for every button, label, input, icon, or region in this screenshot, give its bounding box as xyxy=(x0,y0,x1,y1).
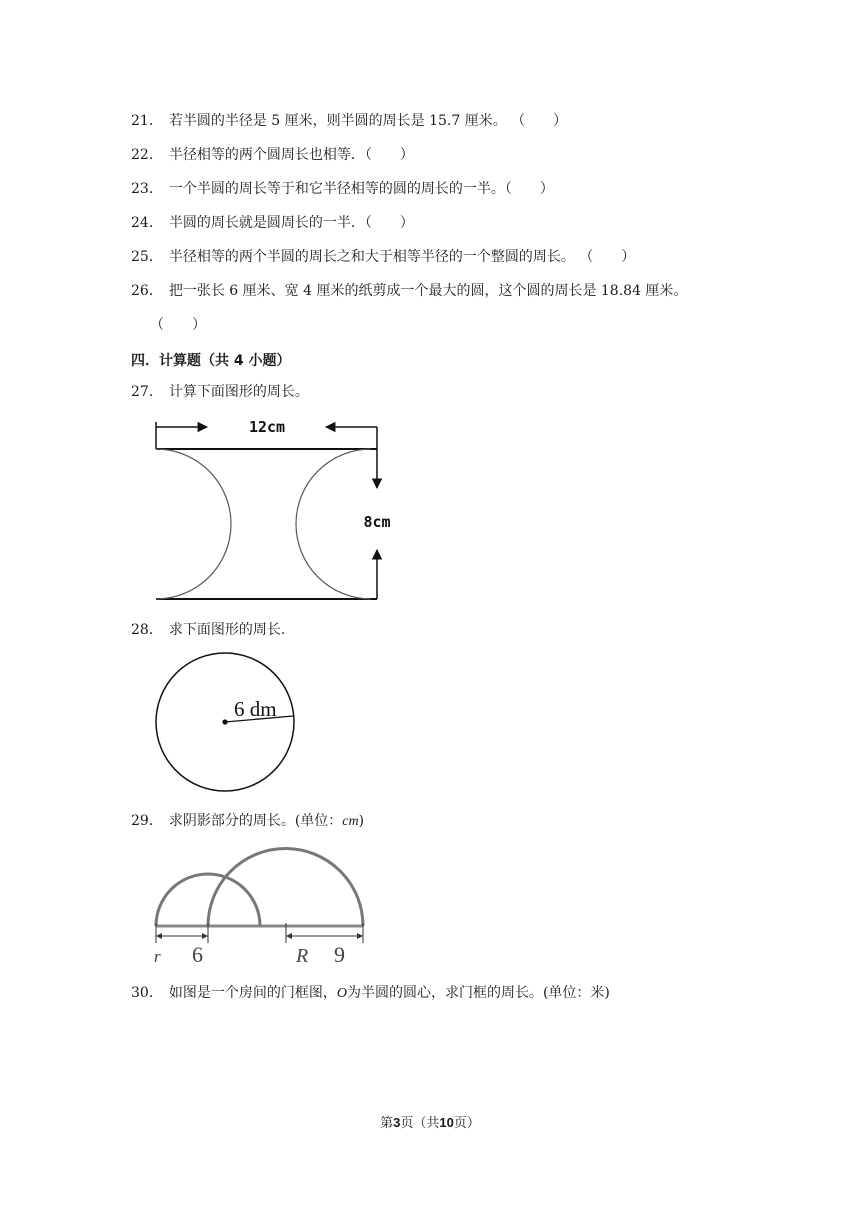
figure-29 xyxy=(150,843,370,968)
question-text-end: 为半圆的圆心，求门框的周长。(单位：米) xyxy=(346,985,610,1001)
question-27 xyxy=(131,383,309,401)
center-symbol: O xyxy=(336,986,347,1001)
question-26 xyxy=(131,282,687,300)
question-text: 计算下面图形的周长。 xyxy=(168,384,309,400)
question-22 xyxy=(131,146,414,164)
question-number: 30． xyxy=(131,985,163,1001)
question-21 xyxy=(131,112,567,130)
question-number: 22． xyxy=(131,147,163,163)
question-25 xyxy=(131,248,635,266)
question-23 xyxy=(131,180,554,198)
footer-middle: 页（共 xyxy=(400,1116,440,1131)
section-heading: 四．计算题（共 4 小题） xyxy=(131,353,291,369)
width-label: 12cm xyxy=(248,418,286,436)
figure-28 xyxy=(150,650,302,796)
question-26-answer-bracket: （ ） xyxy=(150,317,206,333)
current-page-number: 3 xyxy=(393,1115,401,1130)
question-30 xyxy=(131,984,610,1003)
left-semicircle-arc xyxy=(156,449,231,599)
question-text: 求阴影部分的周长。(单位： xyxy=(168,813,343,829)
large-semicircle-arc xyxy=(208,849,363,927)
footer-suffix: 页） xyxy=(453,1116,480,1131)
unit-label: cm xyxy=(342,814,359,829)
question-text: 半径相等的两个半圆的周长之和大于相等半径的一个整圆的周长。 （ ） xyxy=(168,249,636,265)
big-r-symbol: R xyxy=(296,945,309,967)
question-number: 26． xyxy=(131,283,163,299)
question-29 xyxy=(131,812,364,831)
height-label: 8cm xyxy=(363,513,391,531)
question-text: 如图是一个房间的门框图， xyxy=(168,985,337,1001)
figure-27 xyxy=(145,412,395,608)
question-number: 23． xyxy=(131,181,163,197)
question-number: 24． xyxy=(131,215,163,231)
question-number: 29． xyxy=(131,813,163,829)
page-footer xyxy=(0,1112,860,1131)
question-number: 27． xyxy=(131,384,163,400)
question-text: 半圆的周长就是圆周长的一半．（ ） xyxy=(168,215,414,231)
question-text: 求下面图形的周长. xyxy=(168,622,286,638)
footer-prefix: 第 xyxy=(380,1116,394,1131)
question-text: 一个半圆的周长等于和它半径相等的圆的周长的一半。（ ） xyxy=(168,181,554,197)
total-pages-number: 10 xyxy=(439,1115,454,1130)
question-24 xyxy=(131,214,414,232)
question-number: 21． xyxy=(131,113,163,129)
right-semicircle-arc xyxy=(296,449,371,599)
r-symbol: r xyxy=(154,947,161,966)
question-number: 25． xyxy=(131,249,163,265)
question-text: 若半圆的半径是 5 厘米，则半圆的周长是 15.7 厘米。 （ ） xyxy=(168,113,568,129)
question-number: 28． xyxy=(131,622,163,638)
r-value: 6 xyxy=(192,942,203,967)
big-r-value: 9 xyxy=(334,942,345,967)
question-text: 把一张长 6 厘米、宽 4 厘米的纸剪成一个最大的圆，这个圆的周长是 18.84 厘米。 xyxy=(168,283,688,299)
radius-label: 6 dm xyxy=(234,697,277,721)
question-text: 半径相等的两个圆周长也相等．（ ） xyxy=(168,147,414,163)
question-text-end: ) xyxy=(358,813,365,829)
question-28 xyxy=(131,621,285,639)
